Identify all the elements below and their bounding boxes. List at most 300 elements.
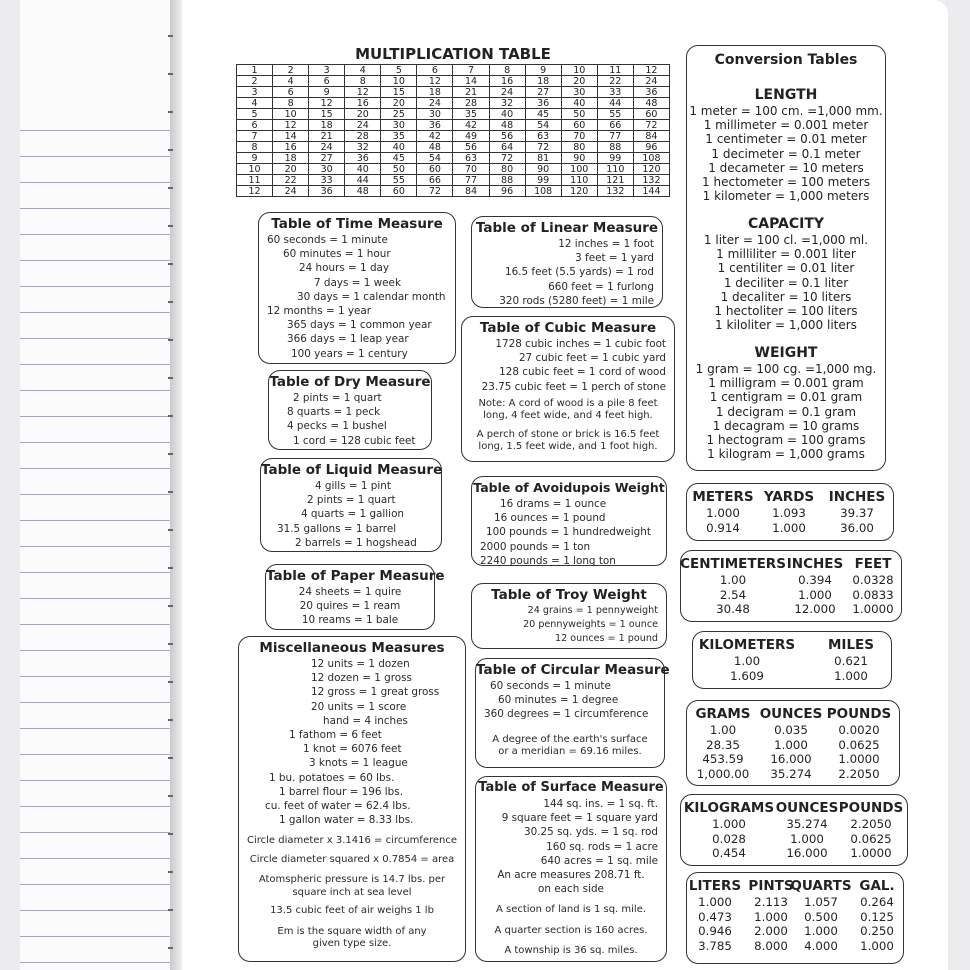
measure-line: 8 quarts = 1 peck — [287, 406, 381, 419]
multiplication-cell: 45 — [381, 153, 417, 164]
multiplication-cell: 10 — [273, 109, 309, 120]
multiplication-cell: 20 — [381, 98, 417, 109]
linear-measure-box — [471, 216, 663, 308]
multiplication-cell: 36 — [633, 87, 669, 98]
measure-line: 60 minutes = 1 hour — [283, 248, 391, 261]
dry-measure-box — [268, 370, 432, 450]
multiplication-cell: 18 — [273, 153, 309, 164]
conversion-value: 1.000 — [834, 668, 868, 683]
measure-note: A perch of stone or brick is 16.5 feet — [476, 428, 660, 440]
multiplication-row — [237, 175, 670, 186]
column-header: FEET — [854, 556, 892, 572]
multiplication-cell: 108 — [633, 153, 669, 164]
measure-line: 16.5 feet (5.5 yards) = 1 rod — [504, 266, 654, 279]
conversion-line: 1 liter = 100 cl. =1,000 ml. — [703, 233, 869, 247]
conversion-value: 1.00 — [733, 654, 761, 668]
multiplication-table — [236, 64, 670, 197]
multiplication-cell: 30 — [417, 109, 453, 120]
measure-line: 1 barrel flour = 196 lbs. — [279, 785, 403, 798]
multiplication-cell: 66 — [597, 120, 633, 131]
measure-line: 100 pounds = 1 hundredweight — [486, 526, 651, 539]
conversion-value: 0.0328 — [852, 573, 894, 587]
conversion-value: 1.000 — [860, 938, 894, 953]
multiplication-cell: 81 — [525, 153, 561, 164]
kilometers-conversion-table — [692, 631, 892, 689]
multiplication-cell: 40 — [345, 164, 381, 175]
multiplication-cell: 12 — [345, 87, 381, 98]
conversion-line: 1 centiliter = 0.01 liter — [717, 261, 855, 276]
multiplication-cell: 6 — [273, 87, 309, 98]
measure-note: long, 4 feet wide, and 4 feet high. — [483, 410, 653, 422]
multiplication-cell: 121 — [597, 175, 633, 186]
conversion-value: 8.000 — [754, 938, 788, 953]
binding-mark — [168, 833, 173, 835]
multiplication-cell: 72 — [417, 186, 453, 197]
multiplication-cell: 3 — [309, 65, 345, 76]
conversion-value: 0.0625 — [850, 831, 892, 846]
multiplication-cell: 21 — [309, 131, 345, 142]
measure-line: 365 days = 1 common year — [287, 319, 432, 332]
measure-line: 12 months = 1 year — [267, 305, 372, 318]
measure-line: 366 days = 1 leap year — [287, 333, 409, 346]
measure-line: 23.75 cubic feet = 1 perch of stone — [481, 380, 666, 393]
multiplication-cell: 60 — [381, 186, 417, 197]
multiplication-cell: 3 — [237, 87, 273, 98]
conversion-value: 1.000 — [754, 909, 788, 924]
binding-mark — [168, 377, 173, 379]
measure-line: 30.25 sq. yds. = 1 sq. rod — [524, 826, 658, 839]
length-heading: LENGTH — [754, 87, 818, 103]
conversion-value: 1.000 — [712, 817, 746, 831]
conversion-value: 453.59 — [702, 752, 744, 766]
measure-note: Circle diameter x 3.1416 = circumference — [246, 835, 458, 847]
binding-mark — [168, 301, 173, 303]
dry-measure-title: Table of Dry Measure — [269, 374, 431, 390]
column-header: POUNDS — [838, 800, 904, 816]
conversion-value: 1.000 — [790, 831, 824, 846]
binding-mark — [168, 73, 173, 75]
conversion-value: 2.000 — [754, 924, 788, 938]
multiplication-cell: 84 — [453, 186, 489, 197]
binding-mark — [168, 415, 173, 417]
multiplication-cell: 72 — [633, 120, 669, 131]
measure-note: Atomspheric pressure is 14.7 lbs. per — [258, 874, 446, 886]
measure-note: long, 1.5 feet wide, and 1 foot high. — [478, 441, 658, 453]
multiplication-cell: 32 — [345, 142, 381, 153]
multiplication-cell: 45 — [525, 109, 561, 120]
conversion-value: 1.000 — [804, 924, 838, 938]
multiplication-cell: 30 — [561, 87, 597, 98]
multiplication-cell: 24 — [633, 76, 669, 87]
multiplication-cell: 6 — [309, 76, 345, 87]
circular-measure-box — [475, 658, 670, 768]
binding-mark — [168, 111, 173, 113]
multiplication-cell: 4 — [345, 65, 381, 76]
measure-line: 60 seconds = 1 minute — [267, 234, 388, 246]
conversion-value: 16.000 — [770, 752, 812, 766]
column-header: POUNDS — [826, 706, 892, 722]
avoirdupois-weight-box — [471, 476, 667, 566]
multiplication-cell: 48 — [417, 142, 453, 153]
column-header: QUARTS — [790, 878, 852, 894]
conversion-line: 1 centigram = 0.01 gram — [709, 390, 863, 405]
conversion-line: 1 decigram = 0.1 gram — [715, 404, 857, 419]
binding-mark — [168, 605, 173, 607]
binding-mark — [168, 947, 173, 949]
liquid-measure-title: Table of Liquid Measure — [261, 462, 443, 478]
measure-line: hand = 4 inches — [323, 714, 408, 727]
multiplication-cell: 5 — [237, 109, 273, 120]
measure-line: 2000 pounds = 1 ton — [480, 540, 591, 553]
conversion-value: 2.2050 — [838, 766, 880, 781]
conversion-value: 16.000 — [786, 846, 828, 860]
misc-measures-box — [238, 636, 466, 962]
measure-line: 128 cubic feet = 1 cord of wood — [499, 366, 666, 379]
multiplication-cell: 28 — [345, 131, 381, 142]
column-header: GRAMS — [695, 706, 751, 722]
surface-measure-box — [475, 776, 667, 962]
measure-line: 100 years = 1 century — [291, 347, 408, 360]
conversion-value: 1.00 — [709, 723, 737, 737]
binding-mark — [168, 871, 173, 873]
multiplication-cell: 33 — [309, 175, 345, 186]
conversion-value: 1.000 — [772, 520, 806, 535]
conversion-value: 1.0000 — [852, 602, 894, 616]
multiplication-cell: 8 — [237, 142, 273, 153]
measure-line: 3 feet = 1 yard — [575, 252, 654, 265]
cubic-measure-box — [461, 316, 675, 462]
multiplication-cell: 16 — [273, 142, 309, 153]
paper-measure-box — [265, 564, 445, 630]
multiplication-cell: 36 — [309, 186, 345, 197]
column-header: INCHES — [786, 556, 844, 572]
column-header: GAL. — [859, 878, 895, 894]
multiplication-cell: 24 — [417, 98, 453, 109]
multiplication-cell: 56 — [453, 142, 489, 153]
grams-conversion-table — [686, 700, 900, 786]
conversion-value: 2.54 — [719, 587, 747, 602]
measure-line: cu. feet of water = 62.4 lbs. — [265, 800, 411, 813]
multiplication-cell: 8 — [273, 98, 309, 109]
conversion-line: 1 gram = 100 cg. =1,000 mg. — [695, 362, 877, 376]
multiplication-cell: 24 — [489, 87, 525, 98]
multiplication-cell: 15 — [309, 109, 345, 120]
multiplication-cell: 24 — [309, 142, 345, 153]
binding-mark — [168, 339, 173, 341]
capacity-heading: CAPACITY — [747, 216, 825, 232]
multiplication-cell: 11 — [597, 65, 633, 76]
multiplication-cell: 22 — [597, 76, 633, 87]
multiplication-cell: 63 — [525, 131, 561, 142]
conversion-tables-box — [686, 45, 886, 471]
binding-mark — [168, 225, 173, 227]
conversion-value: 1.000 — [698, 895, 732, 909]
multiplication-cell: 12 — [237, 186, 273, 197]
measure-line: 1 fathom = 6 feet — [289, 729, 382, 742]
weight-heading: WEIGHT — [754, 345, 818, 361]
measure-note: square inch at sea level — [292, 886, 412, 898]
multiplication-cell: 77 — [453, 175, 489, 186]
time-measure-title: Table of Time Measure — [271, 216, 443, 232]
multiplication-cell: 54 — [525, 120, 561, 131]
measure-note: A degree of the earth's surface — [492, 733, 648, 745]
liters-conversion-table — [686, 872, 904, 964]
multiplication-cell: 20 — [273, 164, 309, 175]
conversion-line: 1 hectogram = 100 grams — [706, 433, 866, 447]
measure-line: 24 sheets = 1 quire — [298, 586, 402, 598]
multiplication-cell: 70 — [561, 131, 597, 142]
multiplication-cell: 120 — [561, 186, 597, 197]
multiplication-cell: 7 — [453, 65, 489, 76]
multiplication-cell: 12 — [417, 76, 453, 87]
conversion-value: 4.000 — [804, 938, 838, 953]
conversion-value: 35.274 — [770, 766, 812, 781]
multiplication-cell: 1 — [237, 65, 273, 76]
conversion-value: 0.946 — [698, 924, 732, 938]
conversion-line: 1 millimeter = 0.001 meter — [703, 118, 869, 133]
conversion-line: 1 hectometer = 100 meters — [702, 175, 870, 189]
measure-line: 16 ounces = 1 pound — [494, 512, 606, 525]
measure-line: 660 feet = 1 furlong — [548, 280, 654, 293]
multiplication-cell: 4 — [237, 98, 273, 109]
multiplication-cell: 9 — [309, 87, 345, 98]
multiplication-cell: 30 — [381, 120, 417, 131]
conversion-value: 1.057 — [804, 895, 838, 909]
multiplication-cell: 22 — [273, 175, 309, 186]
multiplication-cell: 60 — [561, 120, 597, 131]
multiplication-cell: 12 — [273, 120, 309, 131]
measure-note: Note: A cord of wood is a pile 8 feet — [478, 397, 658, 409]
multiplication-cell: 40 — [381, 142, 417, 153]
multiplication-cell: 72 — [489, 153, 525, 164]
measure-line: 1 bu. potatoes = 60 lbs. — [269, 771, 395, 784]
multiplication-cell: 6 — [417, 65, 453, 76]
multiplication-cell: 9 — [237, 153, 273, 164]
multiplication-cell: 55 — [381, 175, 417, 186]
column-header: CENTIMETERS — [680, 556, 786, 572]
binding-mark — [168, 643, 173, 645]
multiplication-cell: 2 — [237, 76, 273, 87]
conversion-value: 36.00 — [840, 520, 874, 535]
time-measure-box — [258, 212, 456, 364]
conversion-value: 1,000.00 — [696, 766, 750, 781]
measure-line: 360 degrees = 1 circumference — [484, 708, 649, 721]
multiplication-cell: 9 — [525, 65, 561, 76]
measure-line: 16 drams = 1 ounce — [500, 498, 607, 510]
measure-note: Circle diameter squared x 0.7854 = area — [249, 853, 455, 865]
multiplication-cell: 110 — [561, 175, 597, 186]
measure-note: or a meridian = 69.16 miles. — [498, 746, 642, 758]
multiplication-cell: 54 — [417, 153, 453, 164]
conversion-line: 1 milliliter = 0.001 liter — [716, 247, 856, 262]
kilograms-conversion-table — [680, 794, 908, 866]
multiplication-cell: 42 — [453, 120, 489, 131]
circular-measure-title: Table of Circular Measure — [476, 662, 670, 678]
multiplication-cell: 99 — [525, 175, 561, 186]
multiplication-cell: 35 — [453, 109, 489, 120]
multiplication-cell: 32 — [489, 98, 525, 109]
conversion-value: 1.000 — [774, 737, 808, 752]
measure-line: 12 units = 1 dozen — [311, 658, 410, 670]
multiplication-cell: 77 — [597, 131, 633, 142]
column-header: YARDS — [763, 489, 815, 505]
binding-mark — [168, 719, 173, 721]
measure-line: 7 days = 1 week — [314, 276, 401, 289]
measure-line: 2 barrels = 1 hogshead — [295, 536, 417, 549]
binding-mark — [168, 909, 173, 911]
multiplication-cell: 56 — [489, 131, 525, 142]
multiplication-cell: 4 — [273, 76, 309, 87]
measure-line: An acre measures 208.71 ft. — [497, 869, 645, 882]
measure-line: on each side — [538, 883, 604, 896]
multiplication-cell: 40 — [561, 98, 597, 109]
multiplication-cell: 18 — [525, 76, 561, 87]
conversion-line: 1 kilogram = 1,000 grams — [707, 447, 865, 462]
conversion-value: 0.028 — [712, 831, 746, 846]
measure-line: 1728 cubic inches = 1 cubic foot — [495, 338, 666, 350]
column-header: KILOMETERS — [698, 637, 796, 653]
conversion-value: 0.0625 — [838, 737, 880, 752]
multiplication-cell: 96 — [489, 186, 525, 197]
multiplication-cell: 33 — [597, 87, 633, 98]
multiplication-row — [237, 120, 670, 131]
conversion-value: 12.000 — [794, 602, 836, 616]
conversion-value: 0.454 — [712, 846, 746, 860]
binding-mark — [168, 491, 173, 493]
binding-mark — [168, 529, 173, 531]
binding-mark — [168, 567, 173, 569]
measure-line: 4 quarts = 1 gallion — [301, 508, 405, 521]
multiplication-row — [237, 142, 670, 153]
conversion-value: 28.35 — [706, 737, 740, 752]
measure-line: 30 days = 1 calendar month — [297, 290, 446, 303]
multiplication-cell: 15 — [381, 87, 417, 98]
multiplication-cell: 80 — [489, 164, 525, 175]
conversion-title: Conversion Tables — [714, 52, 858, 68]
measure-line: 24 grains = 1 pennyweight — [527, 605, 658, 616]
column-header: OUNCES — [759, 706, 823, 722]
conversion-line: 1 kilometer = 1,000 meters — [702, 189, 870, 204]
measure-note: A quarter section is 160 acres. — [494, 924, 648, 936]
measure-line: 20 pennyweights = 1 ounce — [523, 619, 658, 631]
conversion-line: 1 decaliter = 10 liters — [720, 289, 852, 304]
cubic-measure-title: Table of Cubic Measure — [479, 320, 657, 336]
meters-conversion-table — [686, 483, 894, 541]
measure-line: 2240 pounds = 1 long ton — [480, 554, 616, 567]
multiplication-cell: 48 — [489, 120, 525, 131]
conversion-line: 1 meter = 100 cm. =1,000 mm. — [689, 104, 883, 118]
binding-mark — [168, 187, 173, 189]
multiplication-row — [237, 98, 670, 109]
multiplication-cell: 99 — [597, 153, 633, 164]
multiplication-cell: 120 — [633, 164, 669, 175]
conversion-value: 30.48 — [716, 602, 750, 616]
conversion-value: 35.274 — [786, 817, 828, 831]
multiplication-cell: 144 — [633, 186, 669, 197]
multiplication-cell: 50 — [561, 109, 597, 120]
conversion-value: 1.093 — [772, 506, 806, 520]
lined-notebook-page — [20, 0, 171, 970]
measure-note: 13.5 cubic feet of air weighs 1 lb — [270, 905, 434, 917]
measure-line: 640 acres = 1 sq. mile — [540, 854, 658, 867]
conversion-value: 0.500 — [804, 909, 838, 924]
conversion-value: 0.473 — [698, 909, 732, 924]
multiplication-cell: 90 — [525, 164, 561, 175]
multiplication-title: MULTIPLICATION TABLE — [355, 45, 551, 63]
multiplication-cell: 72 — [525, 142, 561, 153]
multiplication-cell: 12 — [633, 65, 669, 76]
multiplication-cell: 48 — [633, 98, 669, 109]
conversion-line: 1 kiloliter = 1,000 liters — [715, 318, 857, 333]
column-header: OUNCES — [775, 800, 839, 816]
binding-mark — [168, 453, 173, 455]
multiplication-cell: 100 — [561, 164, 597, 175]
conversion-value: 0.0833 — [852, 587, 894, 602]
multiplication-cell: 84 — [633, 131, 669, 142]
multiplication-cell: 5 — [381, 65, 417, 76]
multiplication-cell: 36 — [345, 153, 381, 164]
misc-measures-title: Miscellaneous Measures — [259, 640, 445, 656]
multiplication-cell: 12 — [309, 98, 345, 109]
measure-line: 2 pints = 1 quart — [293, 392, 382, 404]
measure-line: 27 cubic feet = 1 cubic yard — [518, 352, 666, 365]
conversion-value: 0.621 — [834, 654, 868, 668]
multiplication-cell: 21 — [453, 87, 489, 98]
multiplication-cell: 88 — [489, 175, 525, 186]
conversion-value: 1.00 — [719, 573, 747, 587]
multiplication-cell: 44 — [345, 175, 381, 186]
multiplication-cell: 96 — [633, 142, 669, 153]
multiplication-cell: 110 — [597, 164, 633, 175]
measure-line: 3 knots = 1 league — [309, 757, 408, 770]
multiplication-cell: 132 — [597, 186, 633, 197]
surface-measure-title: Table of Surface Measure — [478, 780, 664, 795]
conversion-line: 1 decagram = 10 grams — [712, 418, 860, 433]
binding-mark — [168, 795, 173, 797]
multiplication-cell: 27 — [309, 153, 345, 164]
multiplication-cell: 48 — [345, 186, 381, 197]
centimeters-conversion-table — [680, 550, 902, 622]
conversion-line: 1 hectoliter = 100 liters — [714, 304, 858, 318]
multiplication-cell: 108 — [525, 186, 561, 197]
multiplication-cell: 24 — [273, 186, 309, 197]
multiplication-cell: 88 — [597, 142, 633, 153]
troy-weight-box — [471, 583, 667, 649]
multiplication-cell: 20 — [561, 76, 597, 87]
measure-line: 20 quires = 1 ream — [299, 600, 401, 613]
binding-gutter — [170, 0, 182, 970]
multiplication-cell: 90 — [561, 153, 597, 164]
multiplication-cell: 25 — [381, 109, 417, 120]
column-header: LITERS — [688, 878, 742, 894]
multiplication-row — [237, 65, 670, 76]
multiplication-cell: 14 — [273, 131, 309, 142]
liquid-measure-box — [260, 458, 442, 552]
multiplication-cell: 24 — [345, 120, 381, 131]
measure-line: 12 ounces = 1 pound — [555, 633, 658, 645]
multiplication-row — [237, 186, 670, 197]
measure-line: 320 rods (5280 feet) = 1 mile — [499, 294, 654, 307]
multiplication-cell: 10 — [561, 65, 597, 76]
conversion-value: 3.785 — [698, 938, 732, 953]
measure-note: given type size. — [312, 938, 392, 950]
linear-measure-title: Table of Linear Measure — [475, 220, 659, 236]
conversion-value: 1.000 — [706, 506, 740, 520]
measure-note: Em is the square width of any — [277, 925, 427, 937]
multiplication-cell: 18 — [417, 87, 453, 98]
binding-mark — [168, 149, 173, 151]
multiplication-cell: 36 — [525, 98, 561, 109]
